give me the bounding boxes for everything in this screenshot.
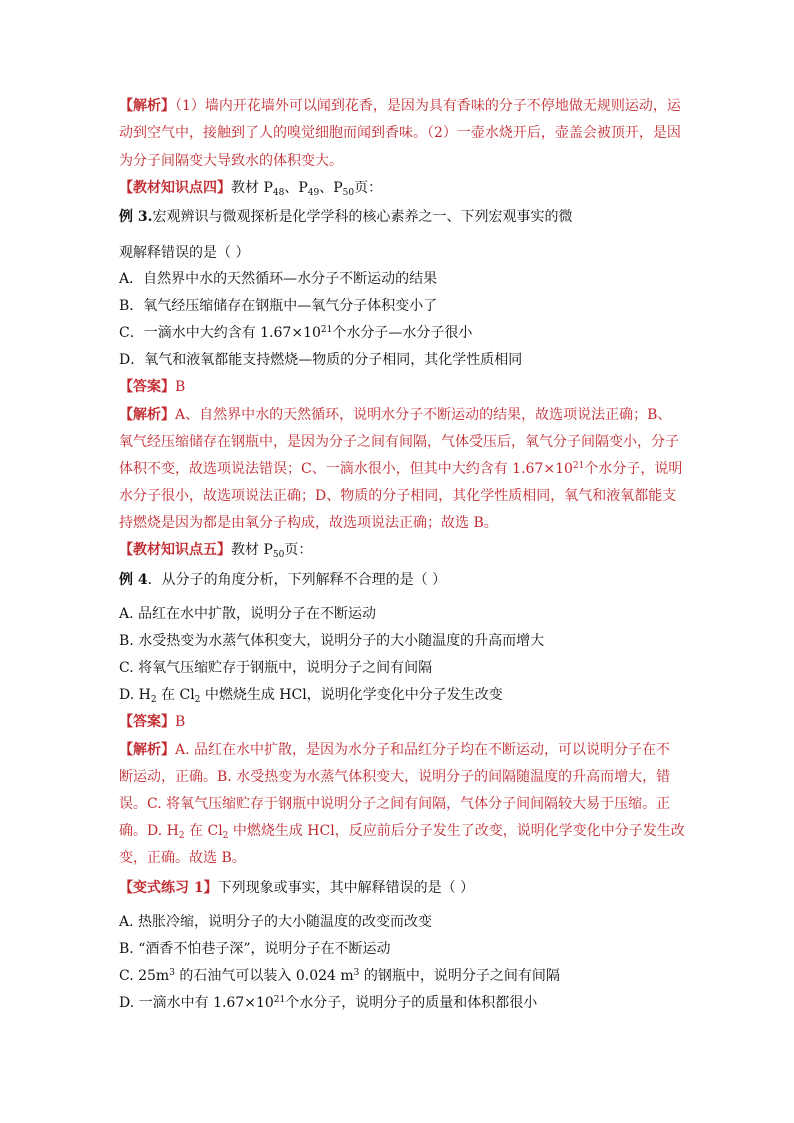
exponent: 3 [353,968,360,978]
example-4-analysis-2: 断运动，正确。B. 水受热变为水蒸气体积变大，说明分子的间隔随温度的升高而增大，错 [119,769,671,785]
knowledge-point-label: 【教材知识点五】 [119,542,231,558]
analysis-line-1 [119,97,681,115]
example-3-analysis-4: 水分子很小，故选项说法正确；D、物质的分子相同，其化学性质相同，氧气和液氧都能支 [119,488,677,504]
option-text: 的钢瓶中，说明分子之间有间隔 [359,968,560,984]
kp-text: 教材 P [231,542,273,558]
option-text: D. 一滴水中有 1.67×10 [119,995,274,1011]
example-4-option-b: B. 水受热变为水蒸气体积变大，说明分子的大小随温度的升高而增大 [119,633,545,649]
example-4-option-c: C. 将氧气压缩贮存于钢瓶中，说明分子之间有间隔 [119,660,433,676]
page-sub: 50 [272,550,285,560]
variant-exercise-label: 【变式练习 1】 [119,880,218,896]
example-4-stem [119,571,446,589]
analysis-line-2: 动到空气中，接触到了人的嗅觉细胞而闻到香味。（2）一壶水烧开后，壶盖会被顶开，是因 [119,125,681,141]
analysis-label: 【解析】 [119,98,175,114]
exponent: 21 [273,995,286,1005]
knowledge-point-label: 【教材知识点四】 [119,180,231,196]
example-label: 例 3. [119,209,153,225]
variant-exercise-1-option-b: B. “酒香不怕巷子深”，说明分子在不断运动 [119,941,391,957]
example-3-option-b: B．氧气经压缩储存在钢瓶中—氧气分子体积变小了 [119,298,438,314]
exponent: 3 [169,968,175,978]
example-4-option-d [119,686,503,704]
example-text: 宏观辨识与微观探析是化学学科的核心素养之一、下列宏观事实的微 [152,209,573,225]
kp-sep: 、P [284,180,308,196]
example-3-stem [119,208,573,226]
example-4-answer [119,713,185,731]
example-3-option-d: D．氧气和液氧都能支持燃烧—物质的分子相同，其化学性质相同 [119,352,523,368]
page-sub: 50 [342,188,355,198]
subscript: 2 [150,695,157,705]
analysis-label: 【解析】 [119,742,175,758]
variant-exercise-1-option-a: A. 热胀冷缩，说明分子的大小随温度的改变而改变 [119,914,433,930]
option-text: 在 Cl [156,687,195,703]
example-text: ．从分子的角度分析，下列解释不合理的是（ ） [147,572,447,588]
answer-value: B [175,379,186,395]
page-sub: 48 [272,188,285,198]
analysis-text: 体积不变，故选项说法错误；C、一滴水很小，但其中大约含有 1.67×10 [119,461,573,477]
example-label: 例 4 [119,572,148,588]
answer-label: 【答案】 [119,714,175,730]
option-text: D. H [119,687,151,703]
example-3-analysis-2: 氧气经压缩储存在钢瓶中，是因为分子之间有间隔，气体受压后，氧气分子间隔变小，分子 [119,434,679,450]
option-text: 个水分子，说明分子的质量和体积都很小 [285,995,538,1011]
subscript: 2 [222,831,229,841]
example-3-analysis-5: 持燃烧是因为都是由氧分子构成，故选项说法正确；故选 B。 [119,515,498,531]
analysis-text: 个水分子，说明 [584,461,683,477]
subscript: 2 [178,831,185,841]
example-3-stem-2: 观解释错误的是（ ） [119,245,250,261]
option-text: 中燃烧生成 HCl，说明化学变化中分子发生改变 [200,687,503,703]
kp-text: 教材 P [231,180,273,196]
answer-label: 【答案】 [119,379,175,395]
option-text: 的石油气可以装入 0.024 m [174,968,354,984]
knowledge-point-5 [119,541,312,559]
page-sub: 49 [307,188,320,198]
analysis-label: 【解析】 [119,407,175,423]
analysis-text: （1）墙内开花墙外可以闻到花香，是因为具有香味的分子不停地做无规则运动，运 [175,98,681,114]
kp-text: 页： [284,542,313,558]
analysis-text: 确。D. H [119,823,179,839]
knowledge-point-4 [119,179,382,197]
example-3-option-c [119,324,472,342]
subscript: 2 [194,695,201,705]
example-3-analysis-3 [119,460,682,478]
example-3-analysis-1 [119,406,671,424]
analysis-text: A、自然界中水的天然循环，说明水分子不断运动的结果，故选项说法正确；B、 [175,407,672,423]
example-4-analysis-3: 误。C. 将氧气压缩贮存于钢瓶中说明分子之间有间隔，气体分子间间隔较大易于压缩。正 [119,796,671,812]
variant-exercise-1-option-c [119,967,560,985]
option-text: 个水分子—水分子很小 [332,325,473,341]
kp-text: 页： [354,180,383,196]
exponent: 21 [572,461,585,471]
example-3-option-a: A．自然界中水的天然循环—水分子不断运动的结果 [119,271,438,287]
variant-exercise-1-stem [119,879,474,897]
option-text: C. 25m [119,968,170,984]
exponent: 21 [320,325,333,335]
analysis-text: A. 品红在水中扩散，是因为水分子和品红分子均在不断运动，可以说明分子在不 [175,742,671,758]
exercise-text: 下列现象或事实，其中解释错误的是（ ） [217,880,475,896]
analysis-line-3: 为分子间隔变大导致水的体积变大。 [119,153,343,169]
kp-sep: 、P [319,180,343,196]
example-4-analysis-5: 变，正确。故选 B。 [119,850,246,866]
option-text: C．一滴水中大约含有 1.67×10 [119,325,321,341]
answer-value: B [175,714,186,730]
example-3-answer [119,378,185,396]
example-4-analysis-1 [119,741,670,759]
example-4-option-a: A. 品红在水中扩散，说明分子在不断运动 [119,606,377,622]
analysis-text: 在 Cl [184,823,223,839]
variant-exercise-1-option-d [119,994,537,1012]
analysis-text: 中燃烧生成 HCl，反应前后分子发生了改变，说明化学变化中分子发生改 [228,823,685,839]
example-4-analysis-4 [119,822,685,840]
